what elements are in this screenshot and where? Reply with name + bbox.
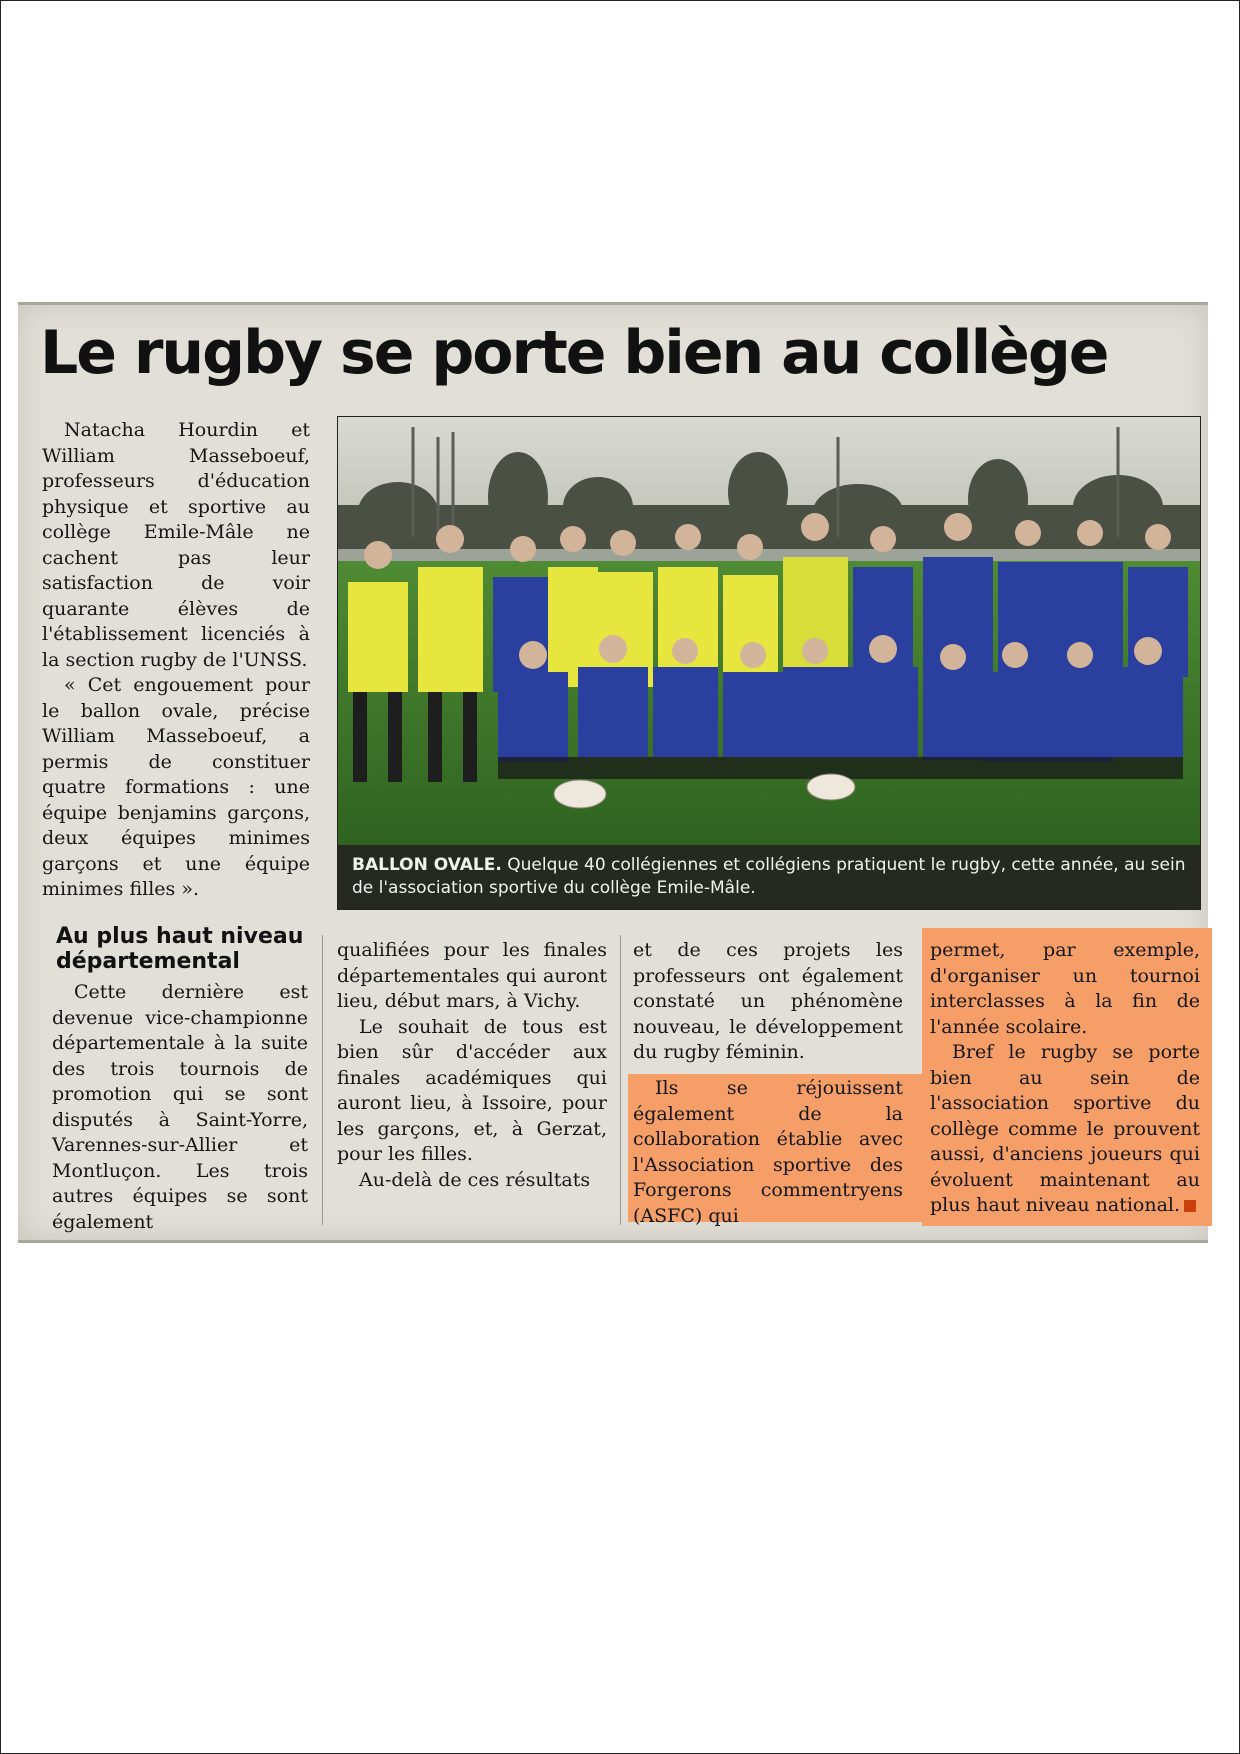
col4-paragraph-2-text: Bref le rugby se porte bien au sein de l'association sportive du collège comme le prouvent aussi, d'anciens joueurs qui évoluent maintenant au plus haut niveau national. bbox=[930, 1041, 1200, 1216]
intro-column bbox=[42, 418, 310, 903]
body-column-1 bbox=[52, 980, 308, 1235]
photo-caption bbox=[338, 845, 1200, 909]
caption-text: Quelque 40 collégiennes et collégiens pratiquent le rugby, cette année, au sein de l'association sportive du collège Emile-Mâle. bbox=[352, 855, 1186, 898]
caption-lead: BALLON OVALE. bbox=[352, 855, 502, 875]
column-rule-2 bbox=[620, 935, 621, 1225]
end-of-article-mark bbox=[1184, 1200, 1196, 1212]
body-column-3 bbox=[633, 938, 903, 1066]
intro-paragraph-1: Natacha Hourdin et William Masseboeuf, professeurs d'éducation physique et sportive au collège Emile-Mâle ne cachent pas leur satisfaction de voir quarante élèves de l'établissement licenciés à la section rugby de l'UNSS. bbox=[42, 419, 310, 671]
col2-paragraph-2: Le souhait de tous est bien sûr d'accéder aux finales académiques qui auront lieu, à Issoire, pour les garçons, et, à Gerzat, pour les filles. bbox=[337, 1015, 607, 1165]
body-column-2 bbox=[337, 938, 607, 1193]
team-photo bbox=[337, 416, 1201, 910]
article-headline: Le rugby se porte bien au collège bbox=[40, 318, 1108, 388]
intro-paragraph-2: « Cet engouement pour le ballon ovale, précise William Masseboeuf, a permis de constituer quatre formations : une équipe benjamins garçons, deux équipes minimes garçons et une équipe minimes filles ». bbox=[42, 674, 310, 900]
col4-paragraph-1: permet, par exemple, d'organiser un tournoi interclasses à la fin de l'année scolaire. bbox=[930, 939, 1200, 1038]
col3-highlight-paragraph: Ils se réjouissent également de la collaboration établie avec l'Association sportive des Forgerons commentryens (ASFC) qui bbox=[633, 1077, 903, 1227]
col2-paragraph-3: Au-delà de ces résultats bbox=[359, 1168, 591, 1191]
col2-paragraph-1: qualifiées pour les finales départementales qui auront lieu, début mars, à Vichy. bbox=[337, 939, 607, 1012]
article-subheading: Au plus haut niveau départemental bbox=[56, 924, 304, 974]
body-column-3-highlight bbox=[633, 1076, 903, 1229]
col1-paragraph-1: Cette dernière est devenue vice-championne départementale à la suite des trois tournois de promotion qui se sont disputés à Saint-Yorre, Varennes-sur-Allier et Montluçon. Les trois autres équipes se sont également bbox=[52, 981, 308, 1233]
col3-paragraph-1: et de ces projets les professeurs ont également constaté un phénomène nouveau, le développement du rugby féminin. bbox=[633, 939, 903, 1063]
body-column-4 bbox=[930, 938, 1200, 1219]
col4-paragraph-2 bbox=[930, 1040, 1200, 1219]
column-rule-1 bbox=[322, 935, 323, 1225]
team-photo-image bbox=[338, 417, 1200, 845]
